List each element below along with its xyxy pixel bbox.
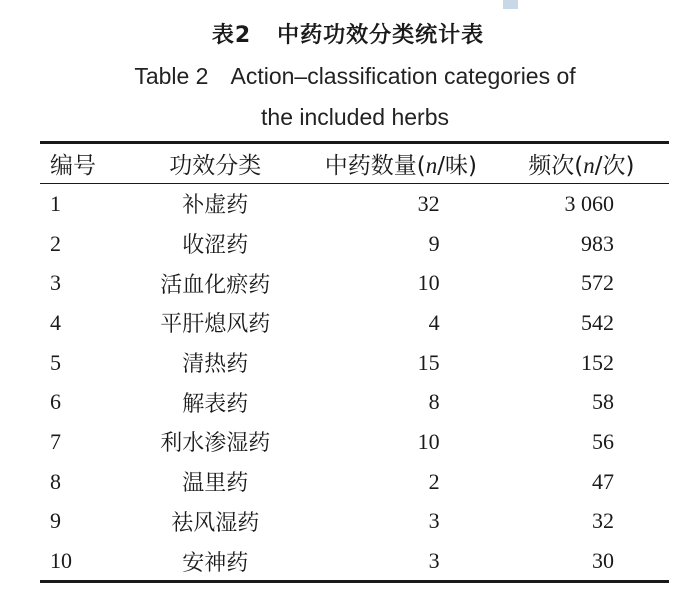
cell-category: 祛风湿药 <box>171 510 260 536</box>
cell-id: 7 <box>50 428 61 454</box>
header-count-var: n <box>425 153 438 178</box>
table-caption-en-line2 <box>0 102 696 132</box>
caption-en-title-line2: the included herbs <box>261 104 449 130</box>
table-row <box>40 502 669 542</box>
header-frequency <box>494 144 669 183</box>
herb-classification-table <box>40 144 669 581</box>
cell-id: 3 <box>50 270 61 296</box>
page-corner-mark <box>503 0 518 9</box>
cell-frequency: 30 <box>592 548 614 574</box>
cell-category: 解表药 <box>182 391 249 417</box>
cell-count: 15 <box>417 349 440 375</box>
cell-count: 8 <box>428 389 440 415</box>
table-row <box>40 422 669 462</box>
cell-id: 8 <box>50 468 61 494</box>
caption-cn-title: 中药功效分类统计表 <box>277 23 485 48</box>
header-frequency-var: n <box>583 153 595 178</box>
cell-category: 清热药 <box>182 352 249 378</box>
table-row <box>40 224 669 264</box>
table-row <box>40 303 669 343</box>
header-count-prefix: 中药数量( <box>324 153 426 179</box>
table-header-row <box>40 144 669 183</box>
cell-category: 安神药 <box>182 550 249 576</box>
cell-category: 温里药 <box>182 471 249 497</box>
cell-count: 32 <box>417 190 440 216</box>
cell-frequency: 3 060 <box>564 190 614 216</box>
table-row <box>40 343 669 383</box>
table-row <box>40 382 669 422</box>
cell-frequency: 572 <box>581 270 614 296</box>
cell-id: 5 <box>50 349 61 375</box>
cell-frequency: 152 <box>581 349 614 375</box>
cell-frequency: 56 <box>592 428 614 454</box>
cell-count: 4 <box>428 309 440 335</box>
header-category: 功效分类 <box>169 153 262 179</box>
table-row <box>40 462 669 502</box>
cell-count: 10 <box>417 428 440 454</box>
cell-id: 1 <box>50 190 61 216</box>
header-count <box>308 144 494 183</box>
cell-id: 10 <box>50 548 72 574</box>
cell-frequency: 47 <box>592 468 614 494</box>
cell-count: 10 <box>417 270 440 296</box>
cell-count: 2 <box>428 468 440 494</box>
cell-count: 9 <box>428 230 440 256</box>
cell-frequency: 542 <box>581 309 614 335</box>
cell-category: 活血化瘀药 <box>160 272 271 298</box>
cell-category: 平肝熄风药 <box>160 312 271 338</box>
table-row <box>40 263 669 303</box>
cell-frequency: 983 <box>581 230 614 256</box>
caption-cn-label: 表2 <box>211 23 252 48</box>
header-frequency-suffix: /次) <box>594 153 635 179</box>
header-count-suffix: /味) <box>437 153 477 179</box>
cell-count: 3 <box>428 548 440 574</box>
table-caption-cn <box>0 20 696 52</box>
header-id: 编号 <box>50 153 96 179</box>
cell-id: 9 <box>50 508 61 534</box>
cell-id: 4 <box>50 309 61 335</box>
caption-en-title-line1: Action–classification categories of <box>230 63 576 89</box>
table-caption-en-line1 <box>0 61 696 91</box>
header-frequency-prefix: 频次( <box>528 153 584 179</box>
table-row <box>40 184 669 224</box>
cell-category: 利水渗湿药 <box>160 431 271 457</box>
cell-id: 6 <box>50 389 61 415</box>
cell-category: 收涩药 <box>182 233 249 259</box>
cell-frequency: 32 <box>592 508 614 534</box>
cell-frequency: 58 <box>592 389 614 415</box>
table-row <box>40 541 669 581</box>
cell-id: 2 <box>50 230 61 256</box>
cell-count: 3 <box>428 508 440 534</box>
caption-en-label: Table 2 <box>134 63 209 89</box>
cell-category: 补虚药 <box>182 193 249 219</box>
